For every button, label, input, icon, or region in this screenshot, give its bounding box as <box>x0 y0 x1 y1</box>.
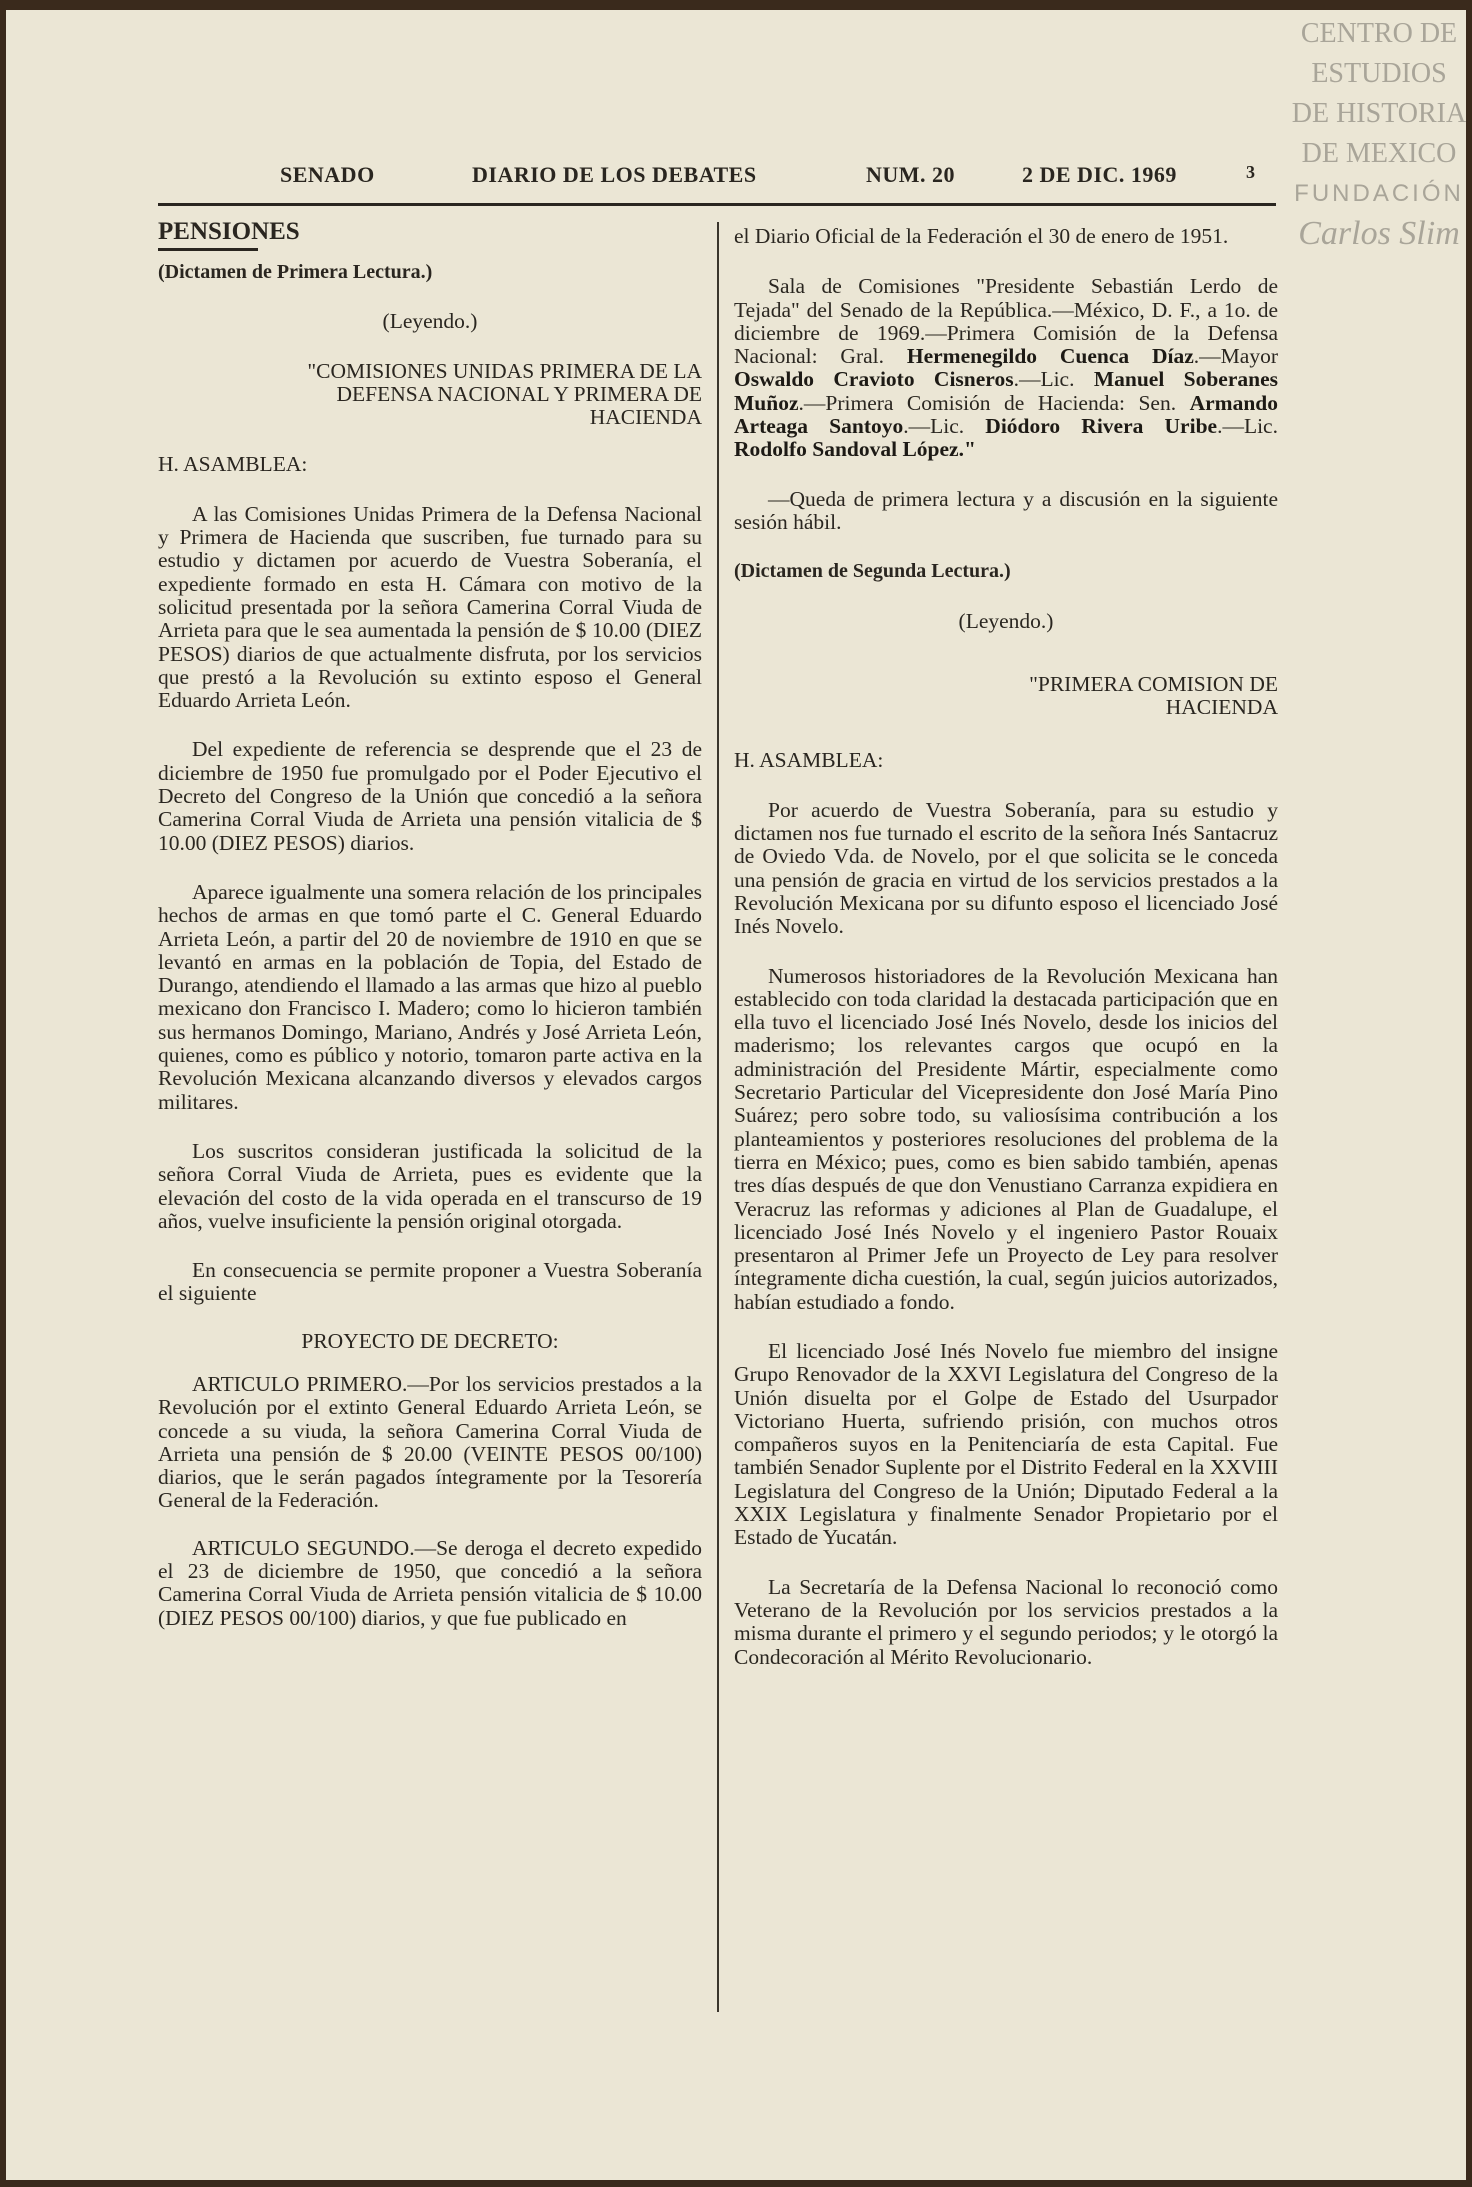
page-number: 3 <box>1246 162 1256 182</box>
committee-heading: "COMISIONES UNIDAS PRIMERA DE LA DEFENSA NACIONAL Y PRIMERA DE HACIENDA <box>307 358 702 430</box>
signatures-paragraph: Sala de Comisiones "Presidente Sebastián Lerdo de Tejada" del Senado de la República.—México, D. F., a 1o. de diciembre de 1969.—Primera Comisión de la Defensa Nacional: Gral. Hermenegildo Cuenca Díaz.—Mayor Oswaldo Cravioto Cisneros.—Lic. Manuel Soberanes Muñoz.—Primera Comisión de Hacienda: Sen. Armando Arteaga Santoyo.—Lic. Diódoro Rivera Uribe.—Lic. Rodolfo Sandoval López." <box>734 274 1279 462</box>
committee-heading: "PRIMERA COMISION DE HACIENDA <box>1029 671 1278 720</box>
paragraph: Aparece igualmente una somera relación de los principales hechos de armas en que tomó parte el C. General Eduardo Arrieta León, a partir del 20 de noviembre de 1910 en que se levantó en armas en la población de Topia, del Estado de Durango, atendiendo el llamado a las armas que hizo al pueblo mexicano don Francisco I. Madero; como lo hicieron también sus hermanos Domingo, Mariano, Andrés y José Arrieta León, quienes, como es público y notorio, tomaron parte activa en la Revolución Mexicana alcanzando diversos y elevados cargos militares. <box>158 879 702 1114</box>
watermark <box>1290 14 1468 254</box>
column-divider <box>717 222 719 2012</box>
paragraph: A las Comisiones Unidas Primera de la Defensa Nacional y Primera de Hacienda que suscriben, fue turnado para su estudio y dictamen por acuerdo de Vuestra Soberanía, el expediente formado en esta H. Cámara con motivo de la solicitud presentada por la señora Camerina Corral Viuda de Arrieta para que le sea aumentada la pensión de $ 10.00 (DIEZ PESOS) diarios de que actualmente disfruta, por los servicios que prestó a la Revolución su extinto esposo el General Eduardo Arrieta León. <box>158 501 702 713</box>
header-date: 2 DE DIC. 1969 <box>1022 162 1177 187</box>
header-number: NUM. 20 <box>866 162 956 187</box>
header-rule <box>158 203 1276 206</box>
watermark-signature: Carlos Slim <box>1298 215 1460 252</box>
reading-note: (Leyendo.) <box>958 608 1054 633</box>
paragraph: La Secretaría de la Defensa Nacional lo reconoció como Veterano de la Revolución por los servicios prestados a la misma durante el primero y el segundo periodos; y le otorgó la Condecoración al Mérito Revolucionario. <box>734 1574 1278 1669</box>
watermark-line: CENTRO DE <box>1300 18 1458 49</box>
salutation: H. ASAMBLEA: <box>734 748 884 773</box>
decree-title: PROYECTO DE DECRETO: <box>301 1328 559 1353</box>
paragraph: El licenciado José Inés Novelo fue miembro del insigne Grupo Renovador de la XXVI Legislatura del Congreso de la Unión disuelta por el Golpe de Estado del Usurpador Victoriano Huerta, sufriendo prisión, con muchos otros compañeros suyos en la Penitenciaría de esta Capital. Fue también Senador Suplente por el Distrito Federal en la XXVIII Legislatura del Congreso de la Unión; Diputado Federal a la XXIX Legislatura y finalmente Senador Propietario por el Estado de Yucatán. <box>734 1338 1278 1550</box>
section-title: PENSIONES <box>158 218 702 251</box>
paragraph: Numerosos historiadores de la Revolución Mexicana han establecido con toda claridad la destacada participación que en ella tuvo el licenciado José Inés Novelo, desde los inicios del maderismo; los relevantes cargos que ocupó en la administración del Presidente Mártir, especialmente como Secretario Particular del Vicepresidente don José María Pino Suárez; pero sobre todo, su valiosísima contribución a los planteamientos y posteriores resoluciones del problema de la tierra en México; pues, como es bien sabido también, apenas tres días después de que don Venustiano Carranza expidiera en Veracruz las reformas y adiciones al Plan de Guadalupe, el licenciado José Inés Novelo y el ingeniero Pastor Rouaix presentaron al Primer Jefe un Proyecto de Ley para resolver íntegramente dicha cuestión, la cual, según juicios autorizados, habían estudiado a fondo. <box>734 963 1278 1314</box>
subtitle: (Dictamen de Segunda Lectura.) <box>734 560 1011 583</box>
paragraph: Por acuerdo de Vuestra Soberanía, para su estudio y dictamen nos fue turnado el escrito de la señora Inés Santacruz de Oviedo Vda. de Novelo, por el que solicita se le conceda una pensión de gracia en virtud de los servicios prestados a la Revolución Mexicana por su difunto esposo el licenciado José Inés Novelo. <box>734 797 1278 939</box>
watermark-line: FUNDACIÓN <box>1294 180 1464 207</box>
watermark-line: DE MEXICO <box>1301 138 1457 169</box>
article-one: ARTICULO PRIMERO.—Por los servicios prestados a la Revolución por el extinto General Eduardo Arrieta León, se concede a su viuda, la señora Camerina Corral Viuda de Arrieta una pensión de $ 20.00 (VEINTE PESOS 00/100) diarios, que le serán pagados íntegramente por la Tesorería General de la Federación. <box>158 1371 702 1513</box>
paragraph: Los suscritos consideran justificada la solicitud de la señora Corral Viuda de Arrieta, pues es evidente que la elevación del costo de la vida operada en el transcurso de 19 años, vuelve insuficiente la pensión original otorgada. <box>158 1138 702 1233</box>
paragraph: Del expediente de referencia se desprende que el 23 de diciembre de 1950 fue promulgado por el Poder Ejecutivo el Decreto del Congreso de la Unión que concedió a la señora Camerina Corral Viuda de Arrieta una pensión vitalicia de $ 10.00 (DIEZ PESOS) diarios. <box>158 737 702 855</box>
left-column <box>158 218 702 1630</box>
paragraph: En consecuencia se permite proponer a Vuestra Soberanía el siguiente <box>158 1258 702 1306</box>
header-section: SENADO <box>280 162 375 187</box>
header-publication: DIARIO DE LOS DEBATES <box>472 162 757 187</box>
paragraph: el Diario Oficial de la Federación el 30 de enero de 1951. <box>734 224 1229 248</box>
salutation: H. ASAMBLEA: <box>158 452 308 477</box>
article-two: ARTICULO SEGUNDO.—Se deroga el decreto expedido el 23 de diciembre de 1950, que concedió a la señora Camerina Corral Viuda de Arrieta pensión vitalicia de $ 10.00 (DIEZ PESOS 00/100) diarios, y que fue publicado en <box>158 1535 702 1630</box>
subtitle: (Dictamen de Primera Lectura.) <box>158 261 433 283</box>
paragraph: —Queda de primera lectura y a discusión en la siguiente sesión hábil. <box>734 486 1278 534</box>
reading-note: (Leyendo.) <box>382 309 478 334</box>
watermark-line: DE HISTORIA <box>1291 98 1467 129</box>
right-column <box>734 225 1278 1669</box>
watermark-line: ESTUDIOS <box>1311 58 1447 89</box>
running-header <box>170 162 1280 192</box>
